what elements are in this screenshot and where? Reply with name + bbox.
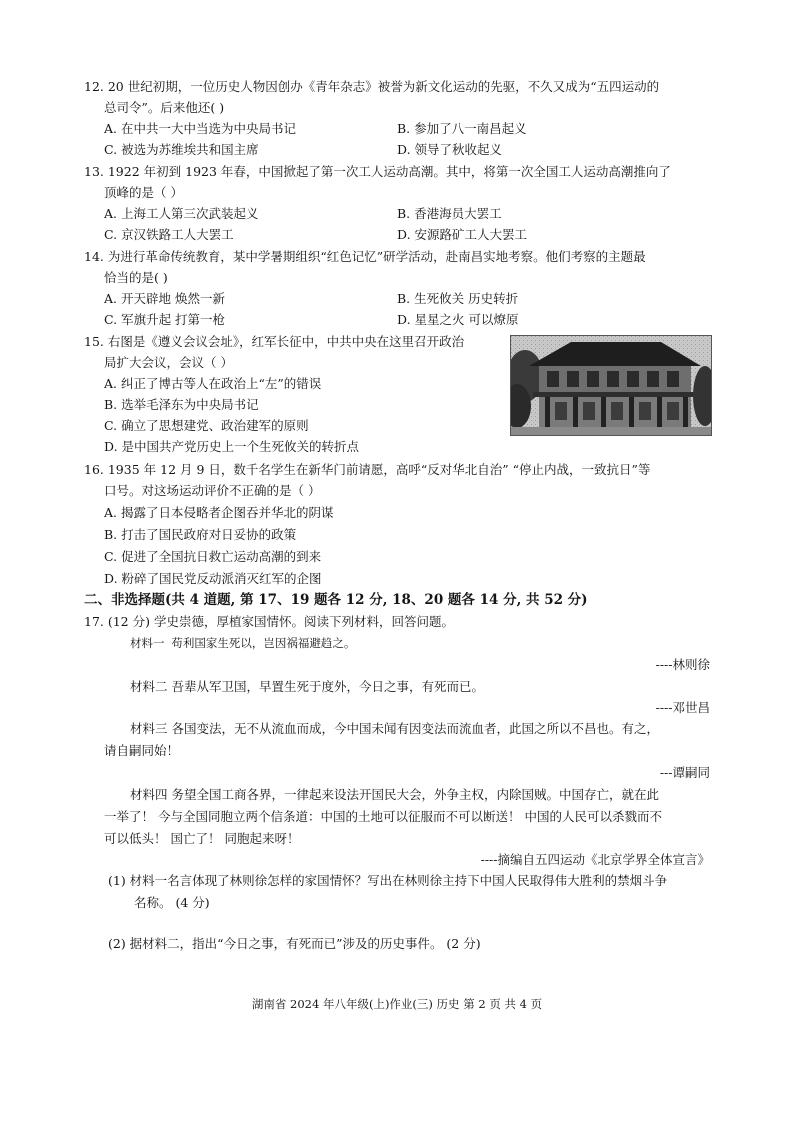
q13-option-c: C. 京汉铁路工人大罢工 — [104, 227, 234, 242]
q14-option-a: A. 开天辟地 焕然一新 — [104, 291, 225, 306]
zunyi-conference-site-photo — [510, 335, 712, 436]
section-two-heading: 二、非选择题(共 4 道题, 第 17、19 题各 12 分, 18、20 题各 14 分, 共 52 分) — [84, 592, 588, 608]
q16-stem-line2: 口号。对这场运动评价不正确的是（ ） — [104, 483, 321, 498]
q17-material-3-line1: 材料三 各国变法，无不从流血而成，今中国未闻有因变法而流血者，此国之所以不昌也。有之， — [130, 721, 659, 736]
q13-stem-line1: 13. 1922 年初到 1923 年春，中国掀起了第一次工人运动高潮。其中，将第一次全国工人运动高潮推向了 — [84, 164, 671, 179]
q12-stem-line1: 12. 20 世纪初期，一位历史人物因创办《青年杂志》被誉为新文化运动的先驱，不久又成为“五四运动的 — [84, 79, 660, 94]
q17-subquestion-1-line1: (1) 材料一名言体现了林则徐怎样的家国情怀？写出在林则徐主持下中国人民取得伟大胜利的禁烟斗争 — [108, 873, 668, 888]
page-footer: 湖南省 2024 年八年级(上)作业(三) 历史 第 2 页 共 4 页 — [251, 997, 543, 1011]
q16-stem-line1: 16. 1935 年 12 月 9 日，数千名学生在新华门前请愿，高呼“反对华北自治” “停止内战，一致抗日”等 — [84, 462, 651, 477]
q12-option-c: C. 被选为苏维埃共和国主席 — [104, 142, 259, 157]
q17-material-4-line3: 可以低头！ 国亡了！ 同胞起来呀！ — [104, 831, 300, 846]
q15-option-a: A. 纠正了博古等人在政治上“左”的错误 — [104, 376, 322, 391]
q14-option-d: D. 星星之火 可以燎原 — [397, 312, 519, 327]
q15-stem-line1: 15. 右图是《遵义会议会址》，红军长征中，中共中央在这里召开政治 — [84, 334, 465, 349]
q13-option-d: D. 安源路矿工人大罢工 — [397, 227, 528, 242]
q15-stem-line2: 局扩大会议，会议（ ） — [104, 355, 233, 370]
q13-option-b: B. 香港海员大罢工 — [397, 206, 502, 221]
q14-stem-line1: 14. 为进行革命传统教育，某中学暑期组织“红色记忆”研学活动，赴南昌实地考察。他们考察的主题最 — [84, 249, 646, 264]
q17-heading: 17. (12 分) 学史崇德，厚植家国情怀。阅读下列材料，回答问题。 — [84, 614, 454, 629]
q14-option-c: C. 军旗升起 打第一枪 — [104, 312, 226, 327]
q17-material-4-line1: 材料四 务望全国工商各界，一律起来设法开国民大会，外争主权，内除国贼。中国存亡，就在此 — [130, 787, 659, 802]
q16-option-a: A. 揭露了日本侵略者企图吞并华北的阴谋 — [104, 505, 334, 520]
q13-stem-line2: 顶峰的是（ ） — [104, 185, 183, 200]
q14-stem-line2: 恰当的是( ) — [104, 270, 168, 285]
q17-material-3-line2: 请自嗣同始！ — [104, 743, 180, 758]
q16-option-c: C. 促进了全国抗日救亡运动高潮的到来 — [104, 549, 322, 564]
q12-option-a: A. 在中共一大中当选为中央局书记 — [104, 121, 296, 136]
q17-subquestion-2: (2) 据材料二，指出“今日之事，有死而已”涉及的历史事件。 (2 分) — [108, 936, 481, 951]
q17-material-1: 材料一 苟利国家生死以，岂因祸福避趋之。 — [130, 636, 356, 650]
q17-subquestion-1-line2: 名称。 (4 分) — [134, 895, 210, 910]
q12-option-b: B. 参加了八一南昌起义 — [397, 121, 527, 136]
q13-option-a: A. 上海工人第三次武装起义 — [104, 206, 259, 221]
q15-option-b: B. 选举毛泽东为中央局书记 — [104, 397, 259, 412]
q16-option-d: D. 粉碎了国民党反动派消灭红军的企图 — [104, 571, 322, 586]
q15-option-d: D. 是中国共产党历史上一个生死攸关的转折点 — [104, 439, 360, 454]
q17-material-1-attribution: ----林则徐 — [655, 657, 710, 672]
q17-material-2: 材料二 吾辈从军卫国，早置生死于度外，今日之事，有死而已。 — [130, 679, 484, 694]
q17-material-4-attribution: ----摘编自五四运动《北京学界全体宣言》 — [480, 852, 710, 867]
q17-material-3-attribution: ---谭嗣同 — [659, 765, 710, 780]
q12-stem-line2: 总司令”。后来他还( ) — [104, 100, 225, 115]
q12-option-d: D. 领导了秋收起义 — [397, 142, 503, 157]
q17-material-4-line2: 一举了！ 今与全国同胞立两个信条道：中国的土地可以征服而不可以断送！ 中国的人民可以杀戮而不 — [104, 809, 662, 824]
q17-material-2-attribution: ----邓世昌 — [655, 700, 710, 715]
q16-option-b: B. 打击了国民政府对日妥协的政策 — [104, 527, 297, 542]
q14-option-b: B. 生死攸关 历史转折 — [397, 291, 519, 306]
q15-option-c: C. 确立了思想建党、政治建军的原则 — [104, 418, 309, 433]
